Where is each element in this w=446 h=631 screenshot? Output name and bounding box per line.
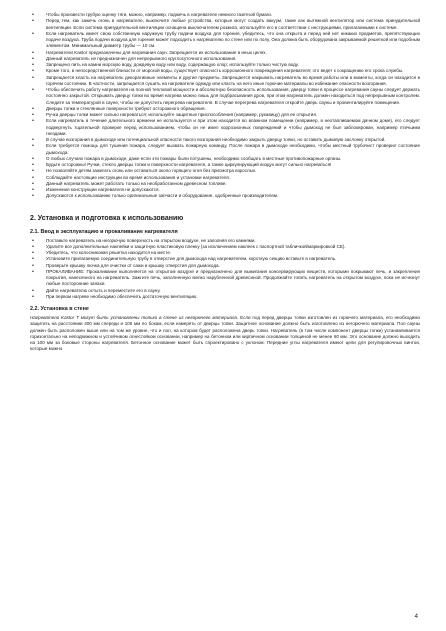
list-item: • Допускаются к использованию только оригинальные запчасти и оборудование, одобренные производителем. xyxy=(30,193,420,199)
list-item: • Чтобы обеспечить работу нагревателя на полной тепловой мощности и абсолютную безопасность использования, дверцу топки в процессе нагревания сауны следует держать постоянно закрытой. Открывать дверцу топки во время нагрева можно лишь для подбрасывания дров, при этом нагреватель должен находиться под непрерывным контролем. Следите за температурой в сауне, чтобы не допустить перегрева нагревателя. В случае перегрева нагревателя откройте дверь сауны и провентилируйте помещение. xyxy=(30,87,420,106)
list-item: • Кроме того, в непосредственной близости от морской воды, существует опасность коррозионного повреждения нагревателя; это ведет к сокращению его срока службы. xyxy=(30,68,420,74)
section-2-heading: 2. Установка и подготовка к использованию xyxy=(30,214,184,222)
list-item: • О любых случаях пожара в дымоходе, даже если эти пожары были потушены, необходимо сообщать в местные противопожарные органы. xyxy=(30,156,420,162)
list-item: • Если нагреватель имеет свою собственную наружную трубу подачи воздуха для горения, убедитесь, что она открыта и перед ней нет никаких предметов, препятствующих подаче воздуха. Труба подачи воздуха для горения может подходить к нагревателю по стене или по полу. Она должна быть оборудована закрываемой решеткой или подобным элементом. Минимальный диаметр трубы — 10 см. xyxy=(30,31,420,50)
list-item: • Убедитесь, что колосниковая решетка находится на месте. xyxy=(30,250,420,256)
list-item: • Удалите все дополнительные наклейки и защитную пластиковую пленку (за исключением наклеек с паспортной табличкой/маркировкой CE). xyxy=(30,244,420,250)
list-item: • Запрещается класть на нагреватель декоративные элементы и другие предметы. Запрещается накрывать нагреватель во время работы или в моменты, когда он находится в горячем состоянии. В частности, запрещается сушить на нагревателе одежду или класть на него иные горючие материалы во избежание опасности возгорания. xyxy=(30,75,420,88)
list-item: • Дайте нагревателю остыть и переместите его в сауну. xyxy=(30,288,420,294)
list-item: • Данный нагреватель не предназначен для непрерывного круглосуточного использования. xyxy=(30,56,420,62)
section-2-2-heading: 2.2. Установка в стене xyxy=(30,306,89,312)
list-item: • Ручка дверцы топки может сильно нагреваться; используйте защитные приспособления (например, рукавицу) для ее открытия. xyxy=(30,112,420,118)
list-item: • Не позволяйте детям зажигать огонь или оставаться около горящего огня без присмотра взрослых. xyxy=(30,168,420,174)
list-item: • Проверьте крышку лючка для очистки от сажи и крышку отверстия для дымохода. xyxy=(30,263,420,269)
list-item: • Нагреватели Kastor предназначены для нагревания саун. Запрещается их использование в иных целях. xyxy=(30,50,420,56)
list-item: • Если нагреватель в течение длительного времени не используется и при этом находится во влажном помещении (например, в неотапливаемом дачном доме), его следует подвергнуть тщательной проверке перед использованием, чтобы он не имел коррозионных повреждений и чтобы дымоход не был заблокирован, например птичьими гнездами. xyxy=(30,118,420,137)
list-item: • ПРОКАЛИВАНИЕ: Прокаливание выполняется на открытом воздухе и предназначено для выжигания консервирующих веществ, которыми покрывают печь, и закрепления покрытия, нанесенного на нагреватель. Зажгите печь, заполненную мелко нарубленной древесиной. Продолжайте топить нагреватель на открытом воздухе, пока не исчезнут любые посторонние запахи. xyxy=(30,269,420,288)
installation-bullet-list xyxy=(30,238,420,301)
wall-installation-intro: Нагреватели Kastor T могут быть установлены только в стене из негорючего материала. xyxy=(30,315,239,320)
list-item: • В случае возгорания в дымоходе или потенциальной опасности такого возгорания необходимо закрыть дверцу топки, но оставить дымовую заслонку открытой. xyxy=(30,137,420,143)
wall-installation-paragraph xyxy=(30,315,420,353)
list-item: • Поставьте нагреватель на негорючую поверхность на открытом воздухе, не заполняя его камнями. xyxy=(30,238,420,244)
list-item: • Данный нагреватель может работать только на необработанном древесном топливе. xyxy=(30,181,420,187)
safety-bullet-list xyxy=(30,12,420,200)
list-item: • Установите прилагаемую соединительную трубу в отверстие для дымохода над нагревателем, короткую секцию вставьте в нагреватель. xyxy=(30,256,420,262)
list-item: • Запрещено пить на камни морскую воду, дождевую воду или воду, содержащую хлор; используйте только чистую воду. xyxy=(30,62,420,68)
wall-installation-text: Если под перед дверцы топки изготовлен из горючего материала, его необходимо защитить на расстоянии 400 мм спереди и 100 мм по бокам, если измерять от дверцы топки. Защитное основание должно быть изготовлено из негорючего материала. Пол сауны должен быть расположен выше или на том же уровне, что и пол, на котором будет расположена дверь топки. Нагреватель (в том числе компонент дверцы топки) устанавливается горизонтально на неподвижном и устойчивом огнестойком основании, например на бетонном или кирпичном основании толщиной не менее 60 мм. Это основание должно выходить на 100 мм за боковые стороны нагревателя. Бетонное основание может быть спроектировано с уклоном. Передние углы нагревателя имеют цели для регулировочных винтов, которые можно xyxy=(30,315,420,352)
list-item: • Перед тем, как зажечь огонь в нагревателе, выключите любые устройства, которые могут создать вакуум, такие как вытяжной вентилятор или система принудительной вентиляции. Если система принудительной вентиляции оснащена выключателем розжига, используйте его в соответствии с инструкциями, прилагаемыми к системе. xyxy=(30,18,420,31)
list-item: • Если требуется помощь для тушения пожара, следует вызвать пожарную команду. После пожара в дымоходе необходимо, чтобы местный трубочист проверил состояние дымохода. xyxy=(30,143,420,156)
section-2-1-heading: 2.1. Ввод в эксплуатацию и прокаливание нагревателя xyxy=(30,228,178,235)
list-item: • Чтобы произвести грубую оценку тяги, можно, например, поджечь в нагревателе немного газетной бумаги. xyxy=(30,12,420,18)
list-item: • Будьте осторожны! Ручки, стекло дверцы топки и поверхности нагревателя, а также циркулирующий воздух могут сильно нагреваться! xyxy=(30,162,420,168)
list-item: • Дверцы топки и стеклянные поверхности требуют осторожного обращения. xyxy=(30,106,420,112)
page-number: 4 xyxy=(414,614,418,620)
list-item: • При первом нагреве необходимо обеспечить достаточную вентиляцию. xyxy=(30,294,420,300)
list-item: • Изменения конструкции нагревателя не допускаются. xyxy=(30,187,420,193)
list-item: • Соблюдайте настоящие инструкции во время использования и установки нагревателя. xyxy=(30,175,420,181)
